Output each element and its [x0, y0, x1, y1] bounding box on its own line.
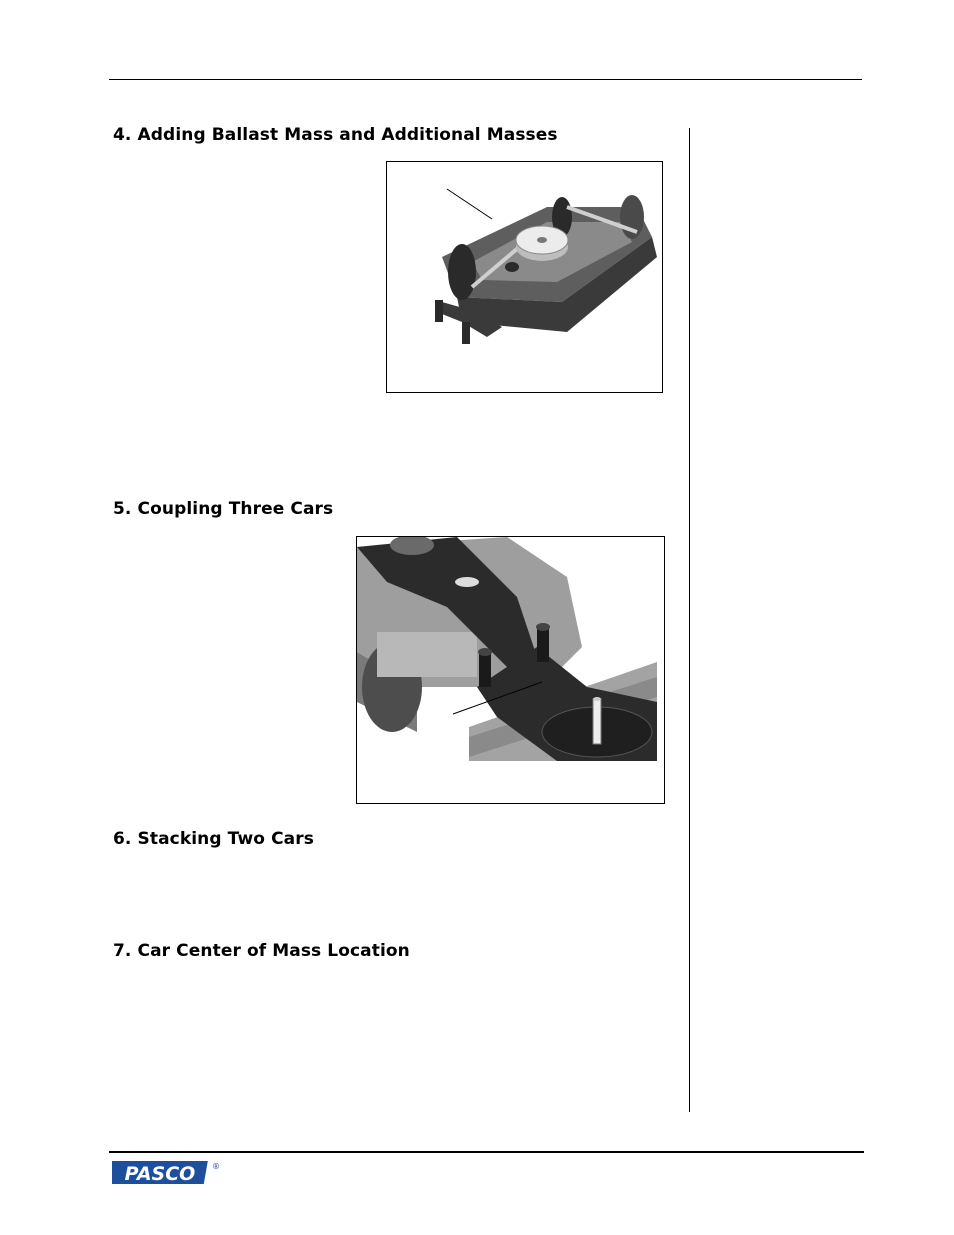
figure-ballast-mass [386, 161, 663, 393]
pasco-logo-mark [112, 1160, 222, 1186]
three-cars-coupling-illustration [357, 537, 666, 805]
footer-rule [109, 1151, 864, 1153]
section-heading-6: 6. Stacking Two Cars [113, 829, 314, 849]
car-ballast-illustration [387, 162, 664, 394]
figure-coupling-cars [356, 536, 665, 804]
svg-text:PASCO: PASCO [124, 1163, 196, 1185]
margin-rule [689, 128, 690, 1112]
section-heading-4: 4. Adding Ballast Mass and Additional Masses [113, 125, 558, 145]
pasco-logo [112, 1160, 222, 1184]
svg-text:®: ® [212, 1162, 220, 1171]
header-rule [109, 79, 862, 80]
section-heading-5: 5. Coupling Three Cars [113, 499, 334, 519]
section-heading-7: 7. Car Center of Mass Location [113, 941, 410, 961]
